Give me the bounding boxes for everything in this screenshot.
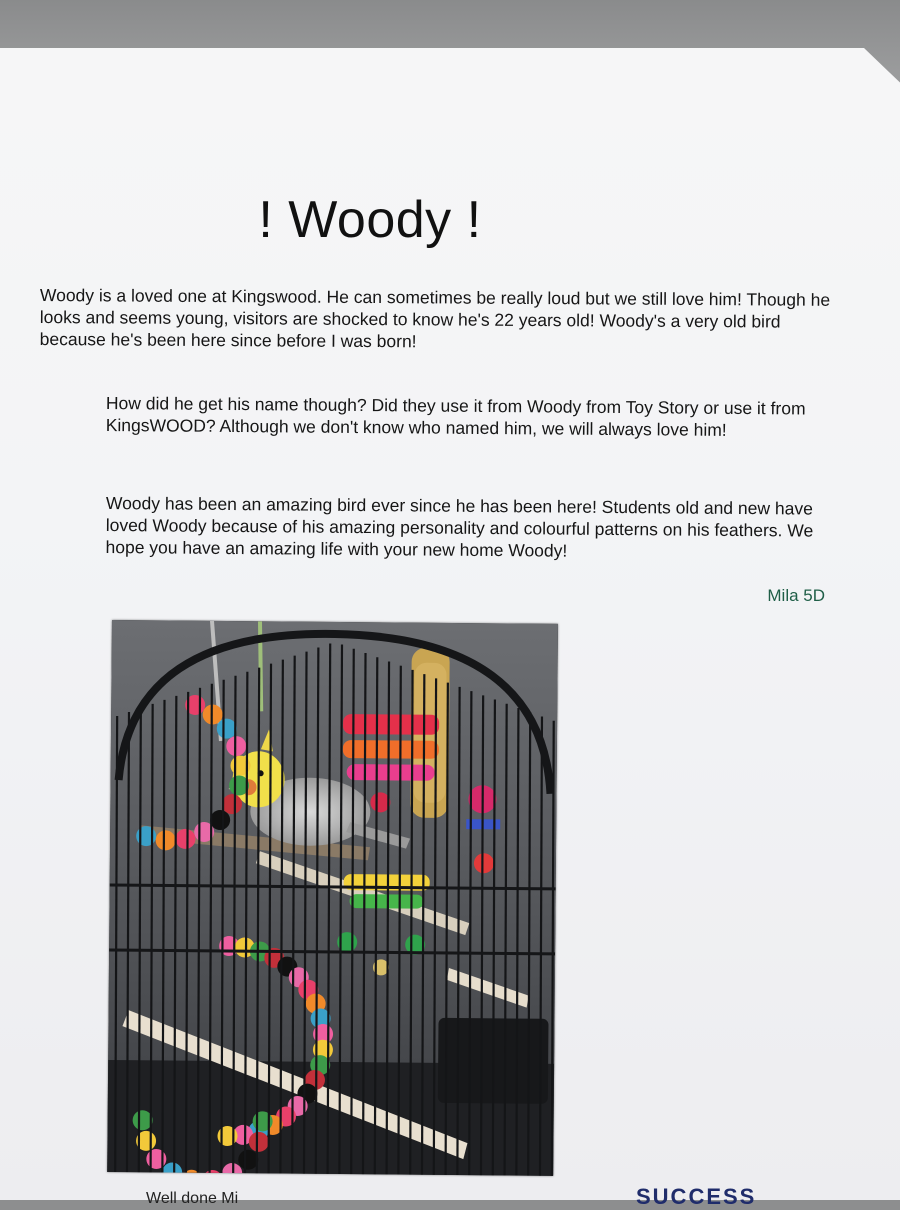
page-title: ! Woody !: [258, 191, 482, 249]
footer-note: Well done Mi: [146, 1190, 239, 1207]
cockatiel-in-cage-photo: [107, 620, 558, 1176]
paragraph-intro: Woody is a loved one at Kingswood. He can sometimes be really loud but we still love him! Though he looks and seems young, visitors are shocked to know he's 22 years old! Woody's a very old bird because he's been here since before I was born!: [39, 284, 831, 352]
author-signature: Mila 5D: [767, 586, 825, 605]
footer-logo-text: SUCCESS: [636, 1184, 757, 1209]
paragraph-name-origin: How did he get his name though? Did they use it from Woody from Toy Story or use it from KingsWOOD? Although we don't know who named him, we will always love him!: [105, 392, 806, 440]
paragraph-farewell: Woody has been an amazing bird ever since he has been here! Students old and new have loved Woody because of his amazing personality and colourful patterns on his feathers. We hope you have an amazing life with your new home Woody!: [105, 492, 814, 561]
